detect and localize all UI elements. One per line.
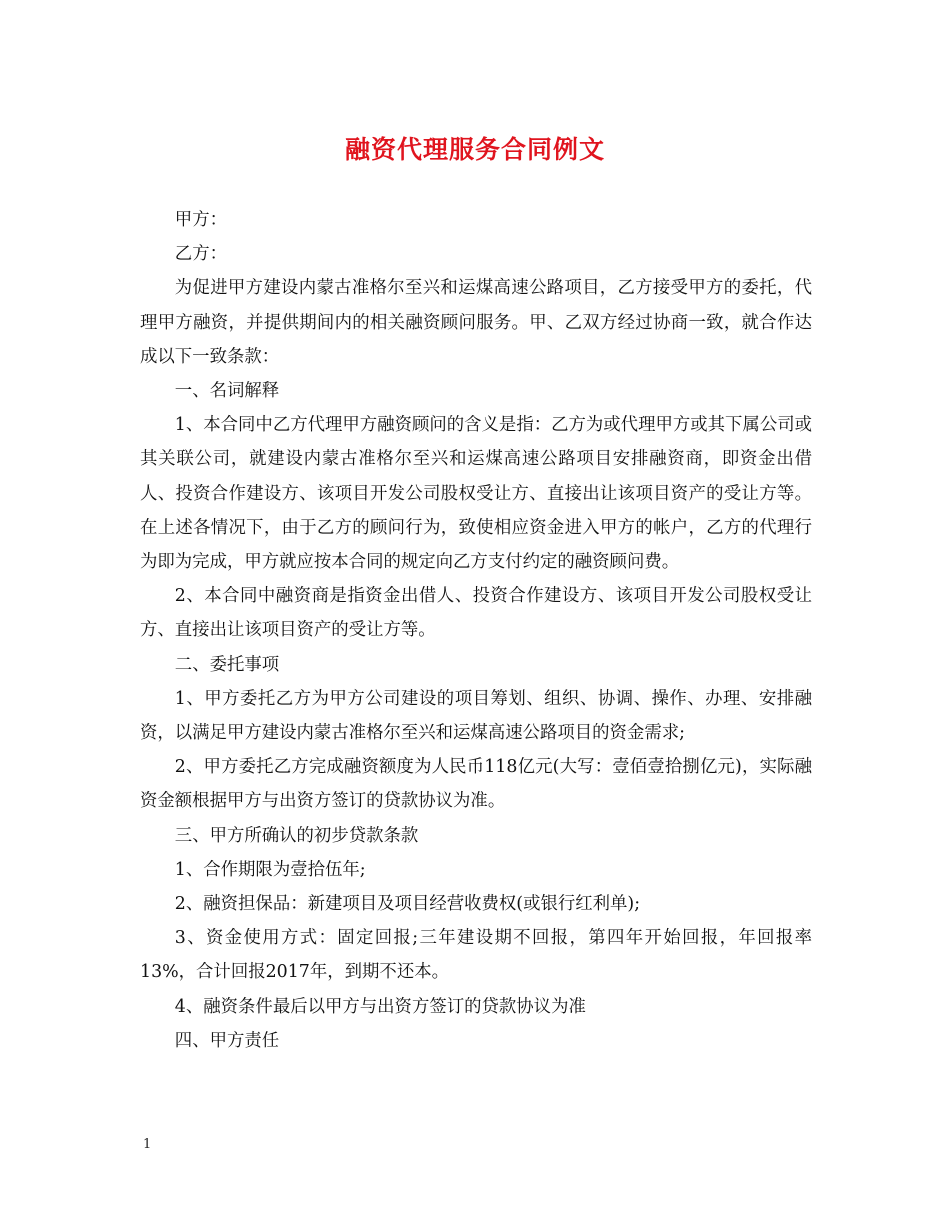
- paragraph-party-b: 乙方：: [174, 244, 227, 265]
- paragraph-entrustment-2: 2、甲方委托乙方完成融资额度为人民币118亿元(大写：壹佰壹拾捌亿元)，实际融资金额根据甲方与出资方签订的贷款协议为准。: [140, 757, 812, 812]
- paragraph-loan-term-2: 2、融资担保品：新建项目及项目经营收费权(或银行红利单);: [174, 894, 641, 915]
- paragraph-definition-2: 2、本合同中融资商是指资金出借人、投资合作建设方、该项目开发公司股权受让方、直接出让该项目资产的受让方等。: [140, 586, 812, 641]
- section-heading-entrustment: 二、委托事项: [174, 654, 280, 675]
- paragraph-entrustment-1: 1、甲方委托乙方为甲方公司建设的项目筹划、组织、协调、操作、办理、安排融资，以满足甲方建设内蒙古准格尔至兴和运煤高速公路项目的资金需求;: [140, 688, 812, 744]
- paragraph-definition-1: 1、本合同中乙方代理甲方融资顾问的含义是指：乙方为或代理甲方或其下属公司或其关联公司，就建设内蒙古准格尔至兴和运煤高速公路项目安排融资商，即资金出借人、投资合作建设方、该项目开发公司股权受让方、直接出让该项目资产的受让方等。在上述各情况下，由于乙方的顾问行为，致使相应资金进入甲方的帐户，乙方的代理行为即为完成，甲方就应按本合同的规定向乙方支付约定的融资顾问费。: [140, 415, 812, 573]
- section-heading-loan-terms: 三、甲方所确认的初步贷款条款: [174, 825, 419, 846]
- paragraph-party-a: 甲方：: [174, 210, 227, 230]
- section-heading-party-a-duties: 四、甲方责任: [174, 1030, 280, 1051]
- document-title: 融资代理服务合同例文: [344, 135, 605, 164]
- paragraph-loan-term-4: 4、融资条件最后以甲方与出资方签订的贷款协议为准: [174, 996, 586, 1017]
- paragraph-intro: 为促进甲方建设内蒙古准格尔至兴和运煤高速公路项目，乙方接受甲方的委托，代理甲方融资，并提供期间内的相关融资顾问服务。甲、乙双方经过协商一致，就合作达成以下一致条款：: [140, 278, 812, 367]
- page-number: 1: [143, 1137, 152, 1152]
- paragraph-loan-term-3: 3、资金使用方式：固定回报;三年建设期不回报，第四年开始回报，年回报率13%，合计回报2017年，到期不还本。: [140, 928, 812, 983]
- section-heading-definitions: 一、名词解释: [174, 381, 280, 402]
- paragraph-loan-term-1: 1、合作期限为壹拾伍年;: [174, 859, 366, 880]
- document-body: [140, 203, 812, 1058]
